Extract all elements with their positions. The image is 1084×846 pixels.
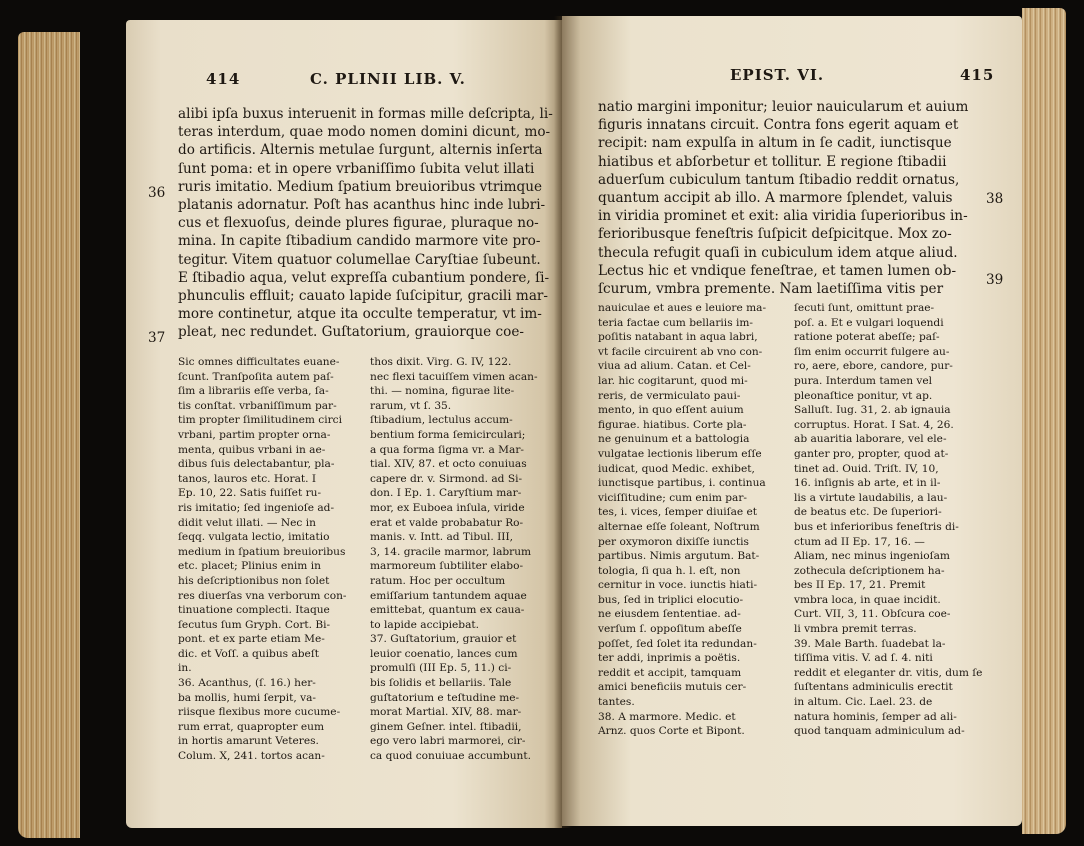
right-main-text: [598, 98, 982, 298]
left-running-head: C. PLINII LIB. V.: [310, 70, 466, 88]
note-line: tim propter ſimilitudinem circi: [178, 414, 343, 427]
note-line: thi. — nomina, figurae lite-: [370, 385, 515, 398]
note-line: in hortis amarunt Veteres.: [178, 735, 319, 748]
note-line: Colum. X, 241. tortos acan-: [178, 750, 325, 763]
note-line: dic. et Voſſ. a quibus abeſt: [178, 647, 319, 660]
note-line: marmoreum ſubtiliter elabo-: [370, 560, 524, 573]
note-line: poſſet, ſed ſolet ita redundan-: [598, 637, 757, 650]
note-line: vulgatae lectionis liberum eſſe: [598, 447, 762, 460]
note-line: 16. inſignis ab arte, et in il-: [794, 477, 941, 490]
note-line: ne eiusdem ſententiae. ad-: [598, 608, 741, 621]
text-line: do artificis. Alternis metulae ſurgunt, alternis inſerta: [178, 142, 543, 159]
note-line: dibus ſuis delectabantur, pla-: [178, 458, 335, 471]
note-line: bes II Ep. 17, 21. Premit: [794, 579, 926, 592]
note-line: bus et inferioribus feneſtris di-: [794, 520, 959, 533]
note-line: verſum ſ. oppoſitum abeſſe: [598, 623, 742, 636]
note-line: emittebat, quantum ex caua-: [370, 604, 525, 617]
text-line: natio margini imponitur; leuior nauicularum et auium: [598, 99, 969, 115]
text-line: figuris innatans circuit. Contra fons egerit aquam et: [598, 117, 959, 134]
text-line: aduerſum cubiculum tantum ſtibadio reddit ornatus,: [598, 171, 960, 188]
note-line: corruptus. Horat. I Sat. 4, 26.: [794, 418, 954, 431]
note-line: vt facile circuirent ab vno con-: [598, 345, 763, 358]
note-line: bis ſolidis et bellariis. Tale: [370, 677, 512, 690]
book-page-edges-right: [1022, 8, 1066, 834]
note-line: 39. Male Barth. ſuadebat la-: [794, 637, 946, 650]
note-line: Arnz. quos Corte et Bipont.: [598, 725, 745, 738]
note-line: per oxymoron dixiſſe iunctis: [598, 535, 749, 548]
right-notes-column-2: [794, 301, 990, 739]
right-page: [562, 16, 1022, 826]
note-line: in altum. Cic. Lael. 23. de: [794, 696, 933, 709]
note-line: his deſcriptionibus non ſolet: [178, 574, 330, 587]
note-line: tinuatione complecti. Itaque: [178, 604, 330, 617]
note-line: emiſſarium tantundem aquae: [370, 589, 527, 602]
note-line: erat et valde probabatur Ro-: [370, 516, 524, 529]
note-line: poſitis natabant in aqua labri,: [598, 331, 758, 344]
note-line: guſtatorium e teſtudine me-: [370, 691, 520, 704]
note-line: res diuerſas vna verborum con-: [178, 589, 347, 602]
note-line: partibus. Nimis argutum. Bat-: [598, 550, 760, 563]
note-line: quod tanquam adminiculum ad-: [794, 725, 965, 738]
left-notes-column-2: [370, 355, 556, 764]
right-running-head: EPIST. VI.: [730, 66, 825, 84]
text-line: ſcurum, vmbra premente. Nam laetiſſima vitis per: [598, 281, 944, 298]
note-line: ſim enim occurrit fulgere au-: [794, 345, 950, 358]
note-line: figurae. hiatibus. Corte pla-: [598, 418, 747, 431]
note-line: bentium forma ſemicirculari;: [370, 428, 526, 441]
right-page-number: 415: [960, 66, 995, 84]
text-line: quantum accipit ab illo. A marmore ſplendet, valuis: [598, 190, 953, 207]
text-line: recipit: nam expulſa in altum in ſe cadit, iunctisque: [598, 135, 952, 152]
note-line: a qua forma ſigma vr. a Mar-: [370, 443, 524, 456]
note-line: ba mollis, humi ſerpit, va-: [178, 691, 316, 704]
note-line: ter addi, inprimis a poëtis.: [598, 652, 741, 665]
right-margin-number: 39: [986, 272, 1004, 288]
note-line: nec flexi tacuiſſem vimen acan-: [370, 370, 538, 383]
note-line: mor, ex Euboea inſula, viride: [370, 501, 525, 514]
note-line: leuior coenatio, lances cum: [370, 647, 518, 660]
note-line: tis conſtat. vrbaniſſimum par-: [178, 399, 337, 412]
note-line: tantes.: [598, 696, 635, 709]
right-margin-number: 38: [986, 191, 1004, 207]
note-line: 36. Acanthus, (ſ. 16.) her-: [178, 677, 316, 690]
note-line: poſ. a. Et e vulgari loquendi: [794, 316, 944, 329]
note-line: ne genuinum et a battologia: [598, 433, 750, 446]
note-line: ratum. Hoc per occultum: [370, 574, 506, 587]
note-line: medium in ſpatium breuioribus: [178, 545, 346, 558]
text-line: thecula refugit quaſi in cubiculum idem atque aliud.: [598, 244, 958, 261]
note-line: ego vero labri marmorei, cir-: [370, 735, 526, 748]
note-line: ſuſtentans adminiculis erectit: [794, 681, 953, 694]
note-line: li vmbra premit terras.: [794, 623, 917, 636]
note-line: nauiculae et aues e leuiore ma-: [598, 302, 767, 314]
left-margin-number: 36: [148, 185, 166, 201]
text-line: E ſtibadio aqua, velut expreſſa cubantium pondere, ſi-: [178, 269, 550, 286]
note-line: morat Martial. XIV, 88. mar-: [370, 706, 522, 719]
note-line: thos dixit. Virg. G. IV, 122.: [370, 356, 512, 368]
note-line: riisque flexibus more cucume-: [178, 706, 341, 719]
book-page-edges-left: [18, 32, 80, 838]
note-line: Sic omnes difficultates euane-: [178, 356, 340, 368]
note-line: ab auaritia laborare, vel ele-: [794, 433, 947, 446]
note-line: in.: [178, 662, 192, 675]
note-line: pont. et ex parte etiam Me-: [178, 633, 325, 646]
note-line: Ep. 10, 22. Satis fuiſſet ru-: [178, 487, 322, 500]
note-line: Aliam, nec minus ingenioſam: [794, 550, 950, 563]
note-line: tologia, ſi qua h. l. eſt, non: [598, 564, 741, 577]
note-line: 3, 14. gracile marmor, labrum: [370, 545, 532, 558]
note-line: ca quod conuiuae accumbunt.: [370, 750, 531, 763]
note-line: pleonaſtice ponitur, vt ap.: [794, 389, 933, 402]
text-line: in viridia prominet et exit: alia viridia ſuperioribus in-: [598, 208, 968, 225]
note-line: vrbani, partim propter orna-: [178, 428, 331, 441]
note-line: tinet ad. Ouid. Triſt. IV, 10,: [794, 462, 939, 475]
left-page-number: 414: [206, 70, 241, 88]
note-line: manis. v. Intt. ad Tibul. III,: [370, 531, 514, 544]
note-line: lar. hic cogitarunt, quod mi-: [598, 374, 748, 387]
note-line: de beatus etc. De ſuperiori-: [794, 506, 942, 519]
text-line: teras interdum, quae modo nomen domini dicunt, mo-: [178, 124, 551, 141]
note-line: ſecutus ſum Gryph. Cort. Bi-: [178, 618, 331, 631]
note-line: zothecula deſcriptionem ha-: [794, 564, 945, 577]
note-line: natura hominis, ſemper ad ali-: [794, 710, 957, 723]
text-line: alibi ipſa buxus interuenit in formas mille deſcripta, li-: [178, 106, 553, 122]
note-line: tiſſima vitis. V. ad ſ. 4. niti: [794, 652, 933, 665]
right-notes-column-1: [598, 301, 788, 739]
text-line: more continetur, atque ita occulte temperatur, vt im-: [178, 306, 542, 323]
note-line: ſeqq. vulgata lectio, imitatio: [178, 531, 330, 544]
text-line: tegitur. Vitem quatuor columellae Caryſtiae ſubeunt.: [178, 251, 541, 268]
text-line: ferioribusque feneſtris ſuſpicit deſpicitque. Mox zo-: [598, 226, 952, 243]
note-line: reddit et accipit, tamquam: [598, 666, 742, 679]
text-line: pleat, nec redundet. Guſtatorium, grauiorque coe-: [178, 324, 524, 341]
note-line: iudicat, quod Medic. exhibet,: [598, 462, 755, 475]
note-line: cernitur in voce. iunctis hiati-: [598, 579, 758, 592]
note-line: ganter pro, propter, quod at-: [794, 447, 949, 460]
note-line: mento, in quo eſſent auium: [598, 404, 744, 417]
note-line: ſcunt. Tranſpoſita autem paſ-: [178, 370, 334, 383]
note-line: don. I Ep. 1. Caryſtium mar-: [370, 487, 522, 500]
note-line: ginem Geſner. intel. ſtibadii,: [370, 720, 522, 733]
note-line: ſim a librariis eſſe verba, ſa-: [178, 385, 329, 398]
note-line: tanos, lauros etc. Horat. I: [178, 472, 317, 485]
note-line: ſtibadium, lectulus accum-: [370, 414, 513, 427]
note-line: vmbra loca, in quae incidit.: [794, 593, 941, 606]
note-line: ratione poterat abeſſe; paſ-: [794, 331, 940, 344]
note-line: teria factae cum bellariis im-: [598, 316, 754, 329]
note-line: viua ad alium. Catan. et Cel-: [598, 360, 751, 373]
note-line: amici beneficiis mutuis cer-: [598, 681, 747, 694]
note-line: Curt. VII, 3, 11. Obſcura coe-: [794, 608, 951, 621]
left-notes-column-1: [178, 355, 364, 764]
note-line: pura. Interdum tamen vel: [794, 374, 933, 387]
text-line: cus et flexuoſus, deinde plures figurae, pluraque no-: [178, 215, 539, 232]
note-line: 37. Guſtatorium, grauior et: [370, 633, 517, 646]
text-line: Lectus hic et vndique feneſtrae, et tamen lumen ob-: [598, 262, 957, 279]
text-line: hiatibus et abſorbetur et tollitur. E regione ſtibadii: [598, 153, 947, 170]
note-line: ctum ad II Ep. 17, 16. —: [794, 535, 925, 548]
note-line: etc. placet; Plinius enim in: [178, 560, 321, 573]
note-line: iunctisque partibus, i. continua: [598, 477, 766, 490]
note-line: bus, ſed in triplici elocutio-: [598, 593, 744, 606]
note-line: menta, quibus vrbani in ae-: [178, 443, 326, 456]
note-line: reddit et eleganter dr. vitis, dum ſe: [794, 666, 983, 679]
left-page: [126, 20, 562, 828]
note-line: to lapide accipiebat.: [370, 618, 480, 631]
note-line: Salluſt. Iug. 31, 2. ab ignauia: [794, 404, 951, 417]
open-book: [18, 6, 1066, 842]
note-line: capere dr. v. Sirmond. ad Si-: [370, 472, 523, 485]
note-line: ſecuti ſunt, omittunt prae-: [794, 302, 935, 314]
note-line: didit velut illati. — Nec in: [178, 516, 316, 529]
note-line: lis a virtute laudabilis, a lau-: [794, 491, 948, 504]
note-line: alternae eſſe ſoleant, Noſtrum: [598, 520, 760, 533]
text-line: ſunt poma: et in opere vrbaniſſimo ſubita velut illati: [178, 160, 535, 177]
left-main-text: [178, 105, 554, 342]
text-line: phunculis effluit; cauato lapide ſuſcipitur, gracili mar-: [178, 288, 549, 305]
note-line: reris, de vermiculato paui-: [598, 389, 741, 402]
note-line: rarum, vt ſ. 35.: [370, 399, 452, 412]
text-line: mina. In capite ſtibadium candido marmore vite pro-: [178, 233, 541, 250]
note-line: rum errat, quapropter eum: [178, 720, 325, 733]
note-line: tial. XIV, 87. et octo conuiuas: [370, 458, 527, 471]
note-line: ro, aere, ebore, candore, pur-: [794, 360, 953, 373]
note-line: promulſi (III Ep. 5, 11.) ci-: [370, 662, 512, 675]
note-line: 38. A marmore. Medic. et: [598, 710, 736, 723]
text-line: platanis adornatur. Poſt has acanthus hinc inde lubri-: [178, 197, 546, 214]
left-margin-number: 37: [148, 330, 166, 346]
note-line: tes, i. vices, ſemper diuiſae et: [598, 506, 758, 519]
text-line: ruris imitatio. Medium ſpatium breuioribus vtrimque: [178, 178, 543, 195]
note-line: viciſſitudine; cum enim par-: [598, 491, 748, 504]
note-line: ris imitatio; ſed ingenioſe ad-: [178, 501, 335, 514]
